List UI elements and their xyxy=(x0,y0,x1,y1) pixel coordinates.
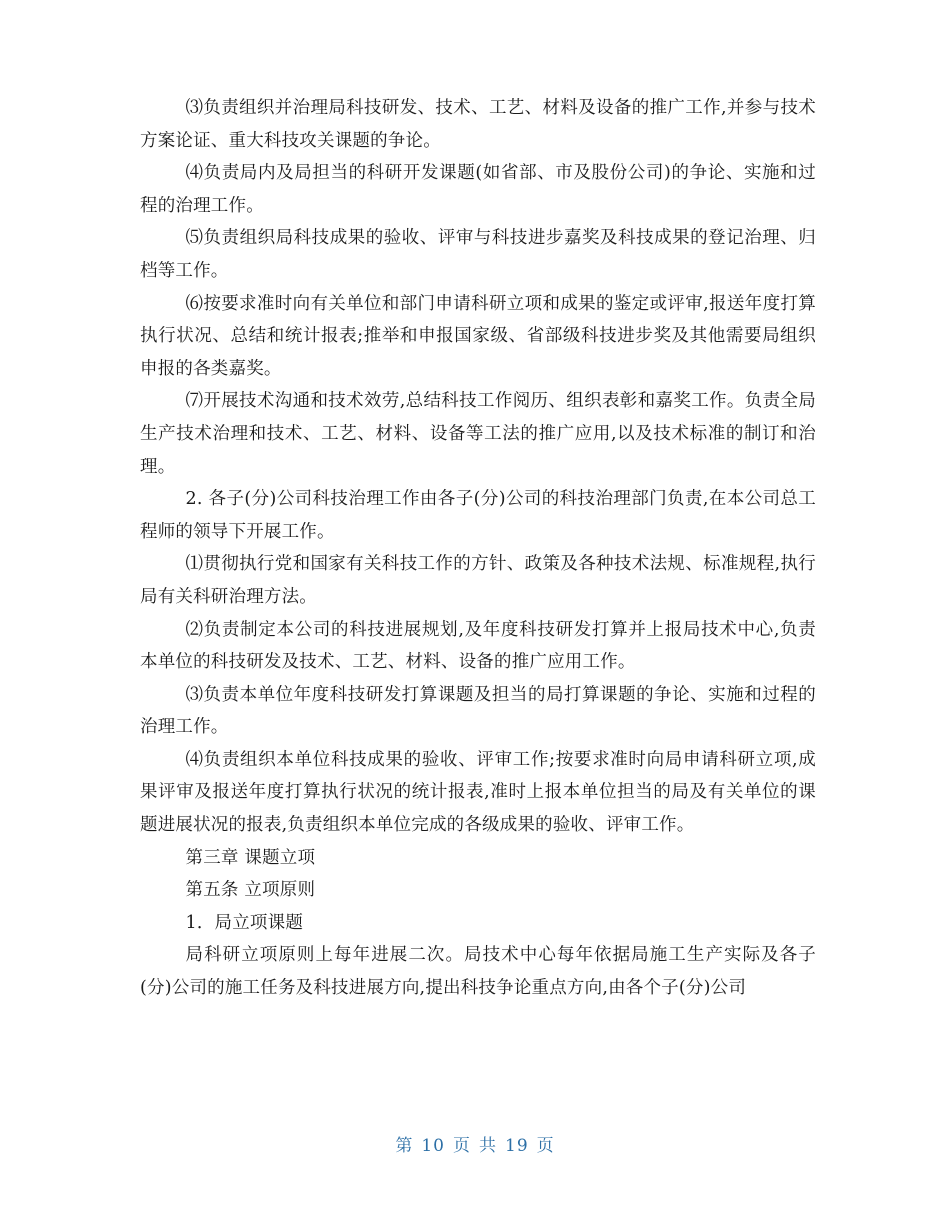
paragraph-sub-4: ⑷负责组织本单位科技成果的验收、评审工作;按要求准时向局申请科研立项,成果评审及报送年度打算执行状况的统计报表,准时上报本单位担当的局及有关单位的课题进展状况的报表,负责组织本单位完成的各级成果的验收、评审工作。 xyxy=(140,749,816,836)
footer-di: 第 xyxy=(395,1136,414,1156)
page-footer xyxy=(0,1131,950,1156)
document-body xyxy=(140,92,816,1005)
footer-ye: 页 xyxy=(453,1136,471,1156)
paragraph-sub-1: ⑴贯彻执行党和国家有关科技工作的方针、政策及各种技术法规、标准规程,执行局有关科研治理方法。 xyxy=(140,554,816,607)
paragraph-item-3: ⑶负责组织并治理局科技研发、技术、工艺、材料及设备的推广工作,并参与技术方案论证、重大科技攻关课题的争论。 xyxy=(140,98,816,151)
paragraph-sub-3: ⑶负责本单位年度科技研发打算课题及担当的局打算课题的争论、实施和过程的治理工作。 xyxy=(140,684,816,738)
subsection-heading: 1．局立项课题 xyxy=(185,912,304,933)
paragraph-item-7: ⑺开展技术沟通和技术效劳,总结科技工作阅历、组织表彰和嘉奖工作。负责全局生产技术治理和技术、工艺、材料、设备等工法的推广应用,以及技术标准的制订和治理。 xyxy=(140,391,816,477)
paragraph-item-4: ⑷负责局内及局担当的科研开发课题(如省部、市及股份公司)的争论、实施和过程的治理工作。 xyxy=(140,163,816,216)
total-pages: 19 xyxy=(505,1136,529,1156)
paragraph-section-2: 2. 各子(分)公司科技治理工作由各子(分)公司的科技治理部门负责,在本公司总工程师的领导下开展工作。 xyxy=(140,489,816,542)
chapter-heading: 第三章 课题立项 xyxy=(185,847,316,868)
footer-gong: 共 xyxy=(479,1136,497,1156)
paragraph-project-principle: 局科研立项原则上每年进展二次。局技术中心每年依据局施工生产实际及各子(分)公司的施工任务及科技进展方向,提出科技争论重点方向,由各个子(分)公司 xyxy=(140,945,816,999)
paragraph-item-5: ⑸负责组织局科技成果的验收、评审与科技进步嘉奖及科技成果的登记治理、归档等工作。 xyxy=(140,228,816,281)
footer-ye2: 页 xyxy=(536,1136,555,1156)
paragraph-item-6: ⑹按要求准时向有关单位和部门申请科研立项和成果的鉴定或评审,报送年度打算执行状况、总结和统计报表;推举和申报国家级、省部级科技进步奖及其他需要局组织申报的各类嘉奖。 xyxy=(140,293,816,379)
page-number: 10 xyxy=(421,1136,445,1156)
paragraph-sub-2: ⑵负责制定本公司的科技进展规划,及年度科技研发打算并上报局技术中心,负责本单位的科技研发及技术、工艺、材料、设备的推广应用工作。 xyxy=(140,619,816,673)
article-heading: 第五条 立项原则 xyxy=(185,880,316,901)
